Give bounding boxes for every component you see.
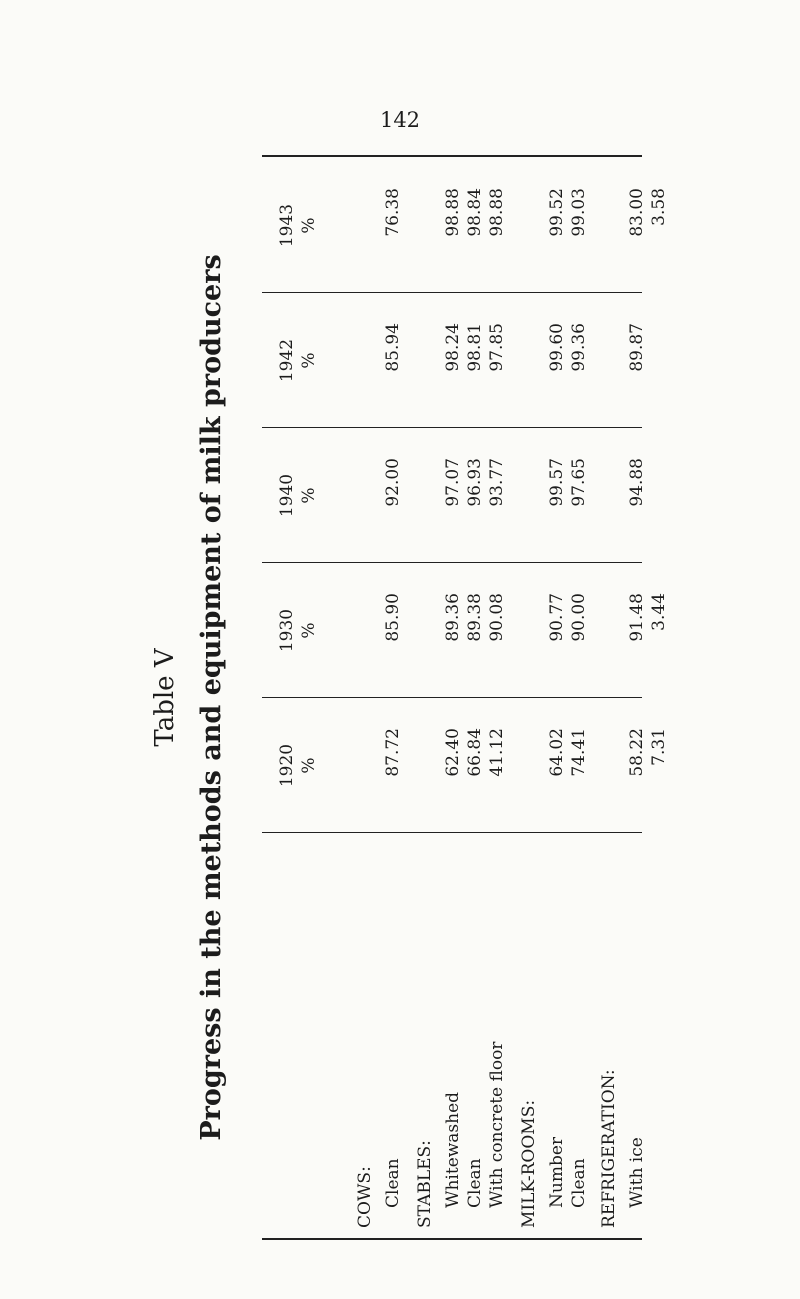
cell-cows-clean: 85.90 — [383, 593, 403, 642]
cell-milk-rooms: 74.41 — [569, 728, 589, 777]
row-label-whitewashed: Whitewashed — [443, 1091, 463, 1208]
column-unit: % — [299, 622, 319, 639]
cell-stables: 98.81 — [465, 323, 485, 372]
row-label-cows: COWS: — [355, 1166, 375, 1228]
cell-stables: 90.08 — [487, 593, 507, 642]
cell-stables: 89.36 — [443, 593, 463, 642]
page-number: 142 — [379, 108, 421, 132]
cell-cows-clean: 85.94 — [383, 323, 403, 372]
row-label-milk-rooms: MILK-ROOMS: — [519, 1099, 539, 1228]
cell-cows-clean: 76.38 — [383, 188, 403, 237]
cell-cows-clean: 87.72 — [383, 728, 403, 777]
row-label-concrete-floor: With concrete floor — [487, 1041, 507, 1208]
cell-stables: 41.12 — [487, 728, 507, 777]
table-title: Progress in the methods and equipment of milk producers — [196, 254, 227, 1141]
cell-refrigeration: 3.44 — [649, 593, 669, 631]
cell-stables: 62.40 — [443, 728, 463, 777]
cell-stables: 97.07 — [443, 458, 463, 507]
column-header-1920 — [276, 698, 320, 833]
rotated-table-area — [150, 155, 669, 1240]
cell-milk-rooms: 99.57 — [547, 458, 567, 507]
column-header-1943 — [276, 158, 320, 293]
cell-stables: 98.24 — [443, 323, 463, 372]
row-label-stables-clean: Clean — [465, 1158, 485, 1208]
cell-stables: 98.88 — [487, 188, 507, 237]
cell-milk-rooms: 99.52 — [547, 188, 567, 237]
cell-milk-rooms: 99.03 — [569, 188, 589, 237]
column-unit: % — [299, 757, 319, 774]
row-label-milk-rooms-clean: Clean — [569, 1158, 589, 1208]
cell-refrigeration: 89.87 — [627, 323, 647, 372]
cell-refrigeration: 83.00 — [627, 188, 647, 237]
cell-milk-rooms: 90.00 — [569, 593, 589, 642]
cell-stables: 89.38 — [465, 593, 485, 642]
cell-stables: 96.93 — [465, 458, 485, 507]
column-unit: % — [299, 487, 319, 504]
row-label-with-ice: With ice — [627, 1137, 647, 1208]
data-table — [262, 155, 669, 1240]
column-header-1942 — [276, 293, 320, 428]
column-unit: % — [299, 217, 319, 234]
cell-stables: 98.88 — [443, 188, 463, 237]
cell-stables: 93.77 — [487, 458, 507, 507]
cell-stables: 98.84 — [465, 188, 485, 237]
cell-cows-clean: 92.00 — [383, 458, 403, 507]
cell-stables: 97.85 — [487, 323, 507, 372]
column-unit: % — [299, 352, 319, 369]
cell-refrigeration: 94.88 — [627, 458, 647, 507]
cell-refrigeration: 3.58 — [649, 188, 669, 226]
column-year: 1943 — [277, 203, 297, 248]
column-year: 1942 — [277, 338, 297, 383]
cell-milk-rooms: 64.02 — [547, 728, 567, 777]
cell-refrigeration: 7.31 — [649, 728, 669, 766]
column-header-1940 — [276, 428, 320, 563]
cell-milk-rooms: 99.60 — [547, 323, 567, 372]
cell-refrigeration: 91.48 — [627, 593, 647, 642]
table-label: Table V — [150, 648, 180, 747]
row-label-number: Number — [547, 1136, 567, 1208]
row-label-cows-clean: Clean — [383, 1158, 403, 1208]
cell-milk-rooms: 90.77 — [547, 593, 567, 642]
column-header-1930 — [276, 563, 320, 698]
row-label-refrigeration: REFRIGERATION: — [599, 1069, 619, 1228]
column-year: 1940 — [277, 473, 297, 518]
cell-milk-rooms: 99.36 — [569, 323, 589, 372]
column-year: 1920 — [277, 743, 297, 788]
column-year: 1930 — [277, 608, 297, 653]
cell-stables: 66.84 — [465, 728, 485, 777]
row-label-stables: STABLES: — [415, 1140, 435, 1228]
title-block — [150, 155, 250, 1240]
cell-refrigeration: 58.22 — [627, 728, 647, 777]
cell-milk-rooms: 97.65 — [569, 458, 589, 507]
